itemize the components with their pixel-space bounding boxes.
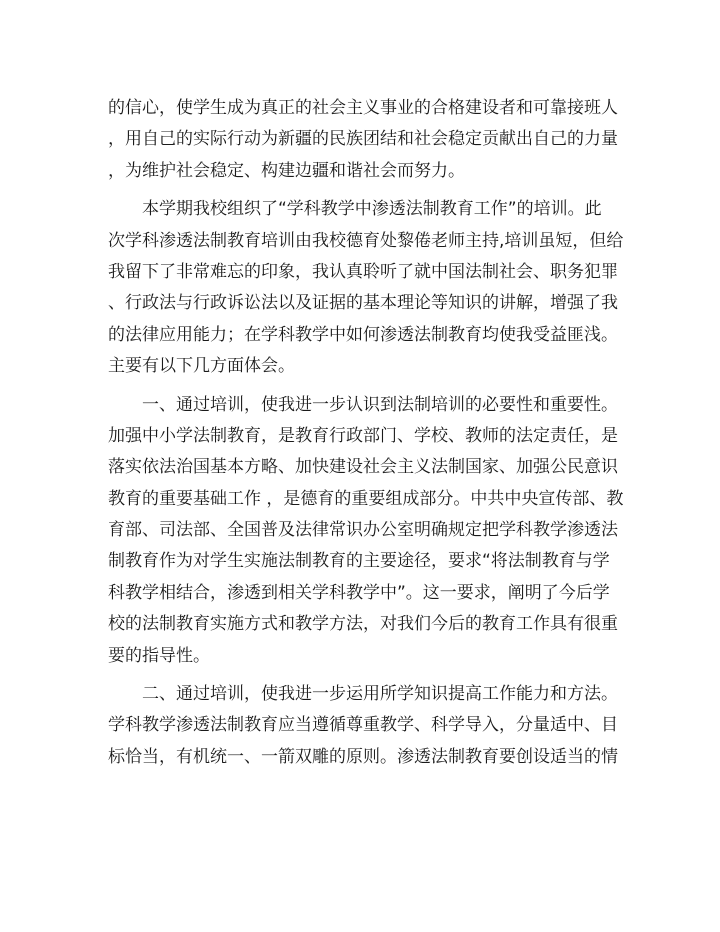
text-line: 的信心，使学生成为真正的社会主义事业的合格建设者和可靠接班人	[108, 98, 618, 118]
text-line: 制教育作为对学生实施法制教育的主要途径，要求“将法制教育与学	[108, 551, 610, 572]
text-line: 次学科渗透法制教育培训由我校德育处黎倦老师主持,培训虽短，但给	[108, 230, 624, 251]
text-line: 二、通过培训，使我进一步运用所学知识提高工作能力和方法。	[108, 684, 618, 705]
text-line: 要的指导性。	[108, 645, 210, 666]
paragraph-continuation	[108, 93, 618, 187]
text-line: 本学期我校组织了“学科教学中渗透法制教育工作”的培训。此	[108, 199, 602, 220]
paragraph-point-two	[108, 679, 618, 773]
text-line: 落实依法治国基本方略、加快建设社会主义法制国家、加强公民意识	[108, 457, 618, 478]
text-line: 学科教学渗透法制教育应当遵循尊重教学、科学导入，分量适中、目	[108, 715, 618, 736]
text-line: 的法律应用能力；在学科教学中如何渗透法制教育均使我受益匪浅。	[108, 324, 618, 345]
text-line: 主要有以下几方面体会。	[108, 356, 295, 377]
text-line: 校的法制教育实施方式和教学方法，对我们今后的教育工作具有很重	[108, 614, 618, 635]
paragraph-training-intro	[108, 194, 624, 382]
text-line: 标恰当，有机统一、一箭双雕的原则。渗透法制教育要创设适当的情	[108, 746, 618, 767]
document-body	[108, 93, 624, 773]
text-line: 我留下了非常难忘的印象，我认真聆听了就中国法制社会、职务犯罪	[108, 261, 618, 282]
paragraph-gap	[108, 187, 618, 194]
paragraph-gap	[108, 672, 618, 679]
text-line: ，为维护社会稳定、构建边疆和谐社会而努力。	[108, 160, 465, 181]
text-line: 科教学相结合，渗透到相关学科教学中”。这一要求，阐明了今后学	[108, 582, 610, 603]
paragraph-point-one	[108, 390, 624, 673]
text-line: 教育的重要基础工作 ，是德育的重要组成部分。中共中央宣传部、教	[108, 488, 624, 509]
text-line: 加强中小学法制教育，是教育行政部门、学校、教师的法定责任，是	[108, 425, 618, 446]
paragraph-gap	[108, 383, 618, 390]
text-line: 一、通过培训，使我进一步认识到法制培训的必要性和重要性。	[108, 394, 618, 415]
text-line: ，用自己的实际行动为新疆的民族团结和社会稳定贡献出自己的力量	[108, 129, 618, 150]
text-line: 、行政法与行政诉讼法以及证据的基本理论等知识的讲解，增强了我	[108, 293, 618, 314]
text-line: 育部、司法部、全国普及法律常识办公室明确规定把学科教学渗透法	[108, 520, 618, 541]
